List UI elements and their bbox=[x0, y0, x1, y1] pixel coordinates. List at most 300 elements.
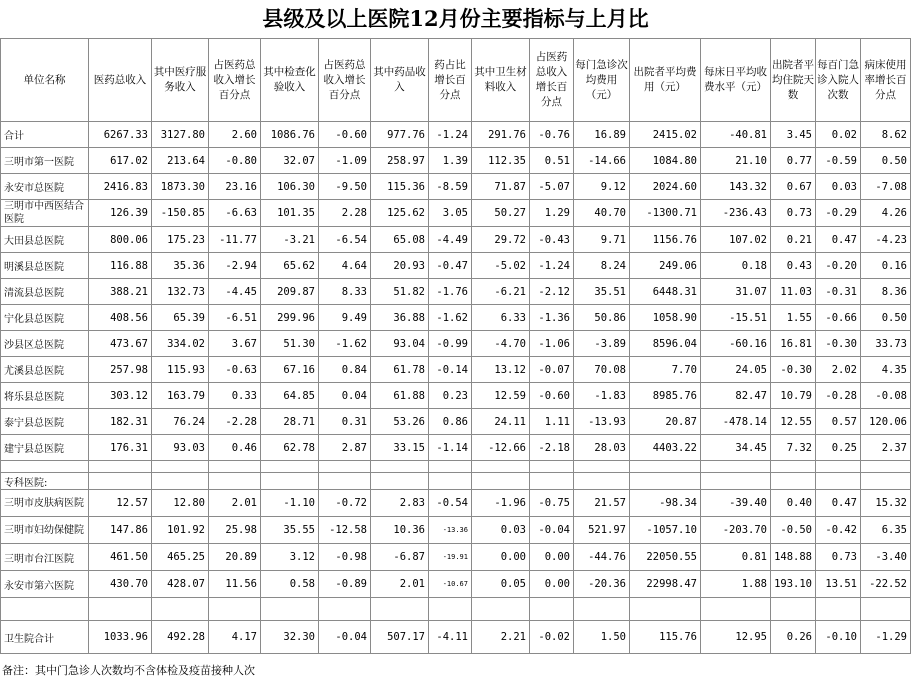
data-cell: 65.08 bbox=[371, 227, 429, 253]
data-cell: 13.12 bbox=[472, 357, 530, 383]
data-cell: 0.86 bbox=[429, 409, 472, 435]
empty-cell bbox=[472, 461, 530, 473]
data-cell: -150.85 bbox=[152, 200, 209, 227]
data-cell: 115.93 bbox=[152, 357, 209, 383]
health-center-total-row bbox=[1, 621, 911, 654]
empty-cell bbox=[816, 473, 861, 490]
data-cell: 125.62 bbox=[371, 200, 429, 227]
data-cell: -6.63 bbox=[209, 200, 261, 227]
data-cell: -0.59 bbox=[816, 148, 861, 174]
data-cell: 3.67 bbox=[209, 331, 261, 357]
empty-cell bbox=[701, 598, 771, 621]
data-cell: 40.70 bbox=[574, 200, 630, 227]
data-cell: 492.28 bbox=[152, 621, 209, 654]
data-cell: 428.07 bbox=[152, 571, 209, 598]
data-cell: 82.47 bbox=[701, 383, 771, 409]
column-header: 占医药总收入增长百分点 bbox=[319, 39, 371, 122]
empty-cell bbox=[530, 598, 574, 621]
data-cell: -1.62 bbox=[319, 331, 371, 357]
data-cell: -1.29 bbox=[861, 621, 911, 654]
data-cell: 213.64 bbox=[152, 148, 209, 174]
data-cell: 2.01 bbox=[209, 490, 261, 517]
data-cell: -14.66 bbox=[574, 148, 630, 174]
hospital-row bbox=[1, 383, 911, 409]
data-cell: 0.58 bbox=[261, 571, 319, 598]
data-cell: 0.03 bbox=[472, 517, 530, 544]
hospital-row bbox=[1, 253, 911, 279]
data-cell: 147.86 bbox=[89, 517, 152, 544]
special-hospital-row bbox=[1, 544, 911, 571]
empty-cell bbox=[1, 598, 89, 621]
data-cell: -7.08 bbox=[861, 174, 911, 200]
empty-cell bbox=[261, 461, 319, 473]
empty-cell bbox=[574, 598, 630, 621]
data-cell: 70.08 bbox=[574, 357, 630, 383]
data-cell: 9.12 bbox=[574, 174, 630, 200]
data-cell: 0.33 bbox=[209, 383, 261, 409]
data-cell: 6448.31 bbox=[630, 279, 701, 305]
data-cell: 93.04 bbox=[371, 331, 429, 357]
data-cell: -1.14 bbox=[429, 435, 472, 461]
empty-cell bbox=[371, 461, 429, 473]
data-cell: 15.32 bbox=[861, 490, 911, 517]
data-cell: 1.11 bbox=[530, 409, 574, 435]
data-cell: 0.46 bbox=[209, 435, 261, 461]
data-cell: 13.51 bbox=[816, 571, 861, 598]
data-cell: 1.55 bbox=[771, 305, 816, 331]
data-cell: -44.76 bbox=[574, 544, 630, 571]
data-cell: 0.04 bbox=[319, 383, 371, 409]
data-cell: -0.29 bbox=[816, 200, 861, 227]
data-cell: 50.27 bbox=[472, 200, 530, 227]
hospital-row bbox=[1, 174, 911, 200]
data-cell: 0.00 bbox=[472, 544, 530, 571]
data-cell: -4.11 bbox=[429, 621, 472, 654]
column-header: 药占比增长百分点 bbox=[429, 39, 472, 122]
data-cell: 0.43 bbox=[771, 253, 816, 279]
data-cell: 24.11 bbox=[472, 409, 530, 435]
data-cell: 0.57 bbox=[816, 409, 861, 435]
empty-cell bbox=[530, 461, 574, 473]
data-cell: 62.78 bbox=[261, 435, 319, 461]
section-row bbox=[1, 473, 911, 490]
empty-cell bbox=[630, 461, 701, 473]
data-cell: 299.96 bbox=[261, 305, 319, 331]
data-cell: 16.81 bbox=[771, 331, 816, 357]
data-cell: -1.83 bbox=[574, 383, 630, 409]
row-unit-name: 尤溪县总医院 bbox=[1, 357, 89, 383]
empty-cell bbox=[816, 598, 861, 621]
data-cell: -8.59 bbox=[429, 174, 472, 200]
data-cell: -1.24 bbox=[429, 122, 472, 148]
data-cell: 35.51 bbox=[574, 279, 630, 305]
data-cell: -3.89 bbox=[574, 331, 630, 357]
data-cell: 473.67 bbox=[89, 331, 152, 357]
data-cell: 3127.80 bbox=[152, 122, 209, 148]
column-header: 病床使用率增长百分点 bbox=[861, 39, 911, 122]
data-cell: -2.28 bbox=[209, 409, 261, 435]
data-cell: 507.17 bbox=[371, 621, 429, 654]
data-cell: 0.50 bbox=[861, 148, 911, 174]
data-cell: 2.28 bbox=[319, 200, 371, 227]
data-cell: 36.88 bbox=[371, 305, 429, 331]
data-cell: 258.97 bbox=[371, 148, 429, 174]
data-cell: -1300.71 bbox=[630, 200, 701, 227]
data-cell: 0.40 bbox=[771, 490, 816, 517]
empty-cell bbox=[771, 461, 816, 473]
column-header: 出院者平均费用（元） bbox=[630, 39, 701, 122]
data-cell: 16.89 bbox=[574, 122, 630, 148]
data-cell: 7.32 bbox=[771, 435, 816, 461]
data-cell: 143.32 bbox=[701, 174, 771, 200]
data-cell: 20.87 bbox=[630, 409, 701, 435]
data-cell: -0.63 bbox=[209, 357, 261, 383]
data-cell: -0.02 bbox=[530, 621, 574, 654]
data-cell: 101.92 bbox=[152, 517, 209, 544]
data-cell: 34.45 bbox=[701, 435, 771, 461]
data-cell: 23.16 bbox=[209, 174, 261, 200]
data-cell: -0.20 bbox=[816, 253, 861, 279]
data-cell: 0.05 bbox=[472, 571, 530, 598]
row-unit-name: 永安市第六医院 bbox=[1, 571, 89, 598]
row-unit-name: 将乐县总医院 bbox=[1, 383, 89, 409]
data-cell: 193.10 bbox=[771, 571, 816, 598]
empty-cell bbox=[261, 473, 319, 490]
data-cell: 148.88 bbox=[771, 544, 816, 571]
data-cell: 2415.02 bbox=[630, 122, 701, 148]
data-cell: 22998.47 bbox=[630, 571, 701, 598]
empty-cell bbox=[152, 598, 209, 621]
data-cell: 29.72 bbox=[472, 227, 530, 253]
empty-cell bbox=[861, 461, 911, 473]
data-cell: -0.30 bbox=[816, 331, 861, 357]
special-hospital-row bbox=[1, 490, 911, 517]
data-cell: -1.96 bbox=[472, 490, 530, 517]
data-cell: -13.36 bbox=[429, 517, 472, 544]
data-cell: 64.85 bbox=[261, 383, 319, 409]
empty-cell bbox=[152, 461, 209, 473]
spacer-row bbox=[1, 598, 911, 621]
data-cell: 35.55 bbox=[261, 517, 319, 544]
data-cell: 25.98 bbox=[209, 517, 261, 544]
data-cell: 1058.90 bbox=[630, 305, 701, 331]
data-cell: 93.03 bbox=[152, 435, 209, 461]
data-cell: 7.70 bbox=[630, 357, 701, 383]
data-cell: -5.07 bbox=[530, 174, 574, 200]
indicator-table bbox=[0, 38, 911, 654]
empty-cell bbox=[816, 461, 861, 473]
hospital-row bbox=[1, 331, 911, 357]
spacer-row bbox=[1, 461, 911, 473]
data-cell: -0.72 bbox=[319, 490, 371, 517]
row-unit-name: 三明市台江医院 bbox=[1, 544, 89, 571]
data-cell: -0.47 bbox=[429, 253, 472, 279]
data-cell: 0.18 bbox=[701, 253, 771, 279]
data-cell: 1.29 bbox=[530, 200, 574, 227]
sheet-title: 县级及以上医院12月份主要指标与上月比 bbox=[262, 6, 649, 31]
data-cell: 11.56 bbox=[209, 571, 261, 598]
data-cell: 3.12 bbox=[261, 544, 319, 571]
row-unit-name: 明溪县总医院 bbox=[1, 253, 89, 279]
data-cell: -1.62 bbox=[429, 305, 472, 331]
data-cell: -12.58 bbox=[319, 517, 371, 544]
data-cell: -0.98 bbox=[319, 544, 371, 571]
data-cell: 0.02 bbox=[816, 122, 861, 148]
empty-cell bbox=[319, 461, 371, 473]
data-cell: 107.02 bbox=[701, 227, 771, 253]
data-cell: 430.70 bbox=[89, 571, 152, 598]
data-cell: 0.31 bbox=[319, 409, 371, 435]
data-cell: -1.10 bbox=[261, 490, 319, 517]
hospital-row bbox=[1, 305, 911, 331]
data-cell: -0.07 bbox=[530, 357, 574, 383]
data-cell: 22050.55 bbox=[630, 544, 701, 571]
hospital-row bbox=[1, 148, 911, 174]
data-cell: 50.86 bbox=[574, 305, 630, 331]
data-cell: 126.39 bbox=[89, 200, 152, 227]
data-cell: 1.50 bbox=[574, 621, 630, 654]
data-cell: 20.89 bbox=[209, 544, 261, 571]
data-cell: 67.16 bbox=[261, 357, 319, 383]
data-cell: 2.83 bbox=[371, 490, 429, 517]
empty-cell bbox=[319, 598, 371, 621]
data-cell: 257.98 bbox=[89, 357, 152, 383]
data-cell: 303.12 bbox=[89, 383, 152, 409]
data-cell: -0.50 bbox=[771, 517, 816, 544]
data-cell: 0.00 bbox=[530, 544, 574, 571]
data-cell: -0.30 bbox=[771, 357, 816, 383]
data-cell: 408.56 bbox=[89, 305, 152, 331]
data-cell: -0.66 bbox=[816, 305, 861, 331]
data-cell: 20.93 bbox=[371, 253, 429, 279]
empty-cell bbox=[89, 598, 152, 621]
data-cell: 32.30 bbox=[261, 621, 319, 654]
data-cell: 617.02 bbox=[89, 148, 152, 174]
data-cell: -1057.10 bbox=[630, 517, 701, 544]
empty-cell bbox=[771, 598, 816, 621]
data-cell: 0.81 bbox=[701, 544, 771, 571]
data-cell: 115.76 bbox=[630, 621, 701, 654]
data-cell: -10.67 bbox=[429, 571, 472, 598]
empty-cell bbox=[371, 598, 429, 621]
data-cell: -1.76 bbox=[429, 279, 472, 305]
data-cell: 4403.22 bbox=[630, 435, 701, 461]
data-cell: 116.88 bbox=[89, 253, 152, 279]
data-cell: 2.21 bbox=[472, 621, 530, 654]
data-cell: -0.60 bbox=[319, 122, 371, 148]
data-cell: 115.36 bbox=[371, 174, 429, 200]
empty-cell bbox=[429, 598, 472, 621]
data-cell: -0.89 bbox=[319, 571, 371, 598]
data-cell: -6.87 bbox=[371, 544, 429, 571]
data-cell: -4.45 bbox=[209, 279, 261, 305]
empty-cell bbox=[1, 461, 89, 473]
data-cell: 32.07 bbox=[261, 148, 319, 174]
data-cell: 6.33 bbox=[472, 305, 530, 331]
data-cell: 76.24 bbox=[152, 409, 209, 435]
data-cell: -0.04 bbox=[319, 621, 371, 654]
row-unit-name: 三明市中西医结合医院 bbox=[1, 200, 89, 227]
data-cell: 3.05 bbox=[429, 200, 472, 227]
data-cell: 977.76 bbox=[371, 122, 429, 148]
data-cell: -1.09 bbox=[319, 148, 371, 174]
data-cell: 8.33 bbox=[319, 279, 371, 305]
data-cell: 0.25 bbox=[816, 435, 861, 461]
data-cell: -1.06 bbox=[530, 331, 574, 357]
empty-cell bbox=[319, 473, 371, 490]
data-cell: -1.24 bbox=[530, 253, 574, 279]
data-cell: 4.26 bbox=[861, 200, 911, 227]
data-cell: 0.23 bbox=[429, 383, 472, 409]
data-cell: 0.16 bbox=[861, 253, 911, 279]
data-cell: 33.15 bbox=[371, 435, 429, 461]
data-cell: 51.82 bbox=[371, 279, 429, 305]
data-cell: 8985.76 bbox=[630, 383, 701, 409]
column-header: 出院者平均住院天数 bbox=[771, 39, 816, 122]
data-cell: 12.57 bbox=[89, 490, 152, 517]
column-header: 每床日平均收费水平（元） bbox=[701, 39, 771, 122]
data-cell: -4.70 bbox=[472, 331, 530, 357]
data-cell: -6.54 bbox=[319, 227, 371, 253]
data-cell: -0.75 bbox=[530, 490, 574, 517]
data-cell: 0.47 bbox=[816, 227, 861, 253]
row-unit-name: 合计 bbox=[1, 122, 89, 148]
data-cell: 28.03 bbox=[574, 435, 630, 461]
data-cell: 3.45 bbox=[771, 122, 816, 148]
column-header: 其中药品收入 bbox=[371, 39, 429, 122]
row-unit-name: 沙县区总医院 bbox=[1, 331, 89, 357]
data-cell: 12.80 bbox=[152, 490, 209, 517]
data-cell: 11.03 bbox=[771, 279, 816, 305]
data-cell: 465.25 bbox=[152, 544, 209, 571]
row-unit-name: 三明市皮肤病医院 bbox=[1, 490, 89, 517]
data-cell: 10.79 bbox=[771, 383, 816, 409]
data-cell: 101.35 bbox=[261, 200, 319, 227]
data-cell: -0.04 bbox=[530, 517, 574, 544]
data-cell: -22.52 bbox=[861, 571, 911, 598]
data-cell: -236.43 bbox=[701, 200, 771, 227]
data-cell: -0.80 bbox=[209, 148, 261, 174]
row-unit-name: 大田县总医院 bbox=[1, 227, 89, 253]
data-cell: -12.66 bbox=[472, 435, 530, 461]
data-cell: 1.39 bbox=[429, 148, 472, 174]
empty-cell bbox=[574, 461, 630, 473]
column-header: 单位名称 bbox=[1, 39, 89, 122]
data-cell: 24.05 bbox=[701, 357, 771, 383]
empty-cell bbox=[429, 461, 472, 473]
data-cell: -0.60 bbox=[530, 383, 574, 409]
data-cell: 0.67 bbox=[771, 174, 816, 200]
data-cell: -40.81 bbox=[701, 122, 771, 148]
column-header: 每百门急诊入院人次数 bbox=[816, 39, 861, 122]
data-cell: 0.21 bbox=[771, 227, 816, 253]
empty-cell bbox=[261, 598, 319, 621]
data-cell: 2.02 bbox=[816, 357, 861, 383]
data-cell: 0.51 bbox=[530, 148, 574, 174]
column-header: 其中卫生材料收入 bbox=[472, 39, 530, 122]
data-cell: 209.87 bbox=[261, 279, 319, 305]
data-cell: 2.37 bbox=[861, 435, 911, 461]
data-cell: -3.21 bbox=[261, 227, 319, 253]
special-hospital-row bbox=[1, 571, 911, 598]
data-cell: -0.28 bbox=[816, 383, 861, 409]
row-unit-name: 清流县总医院 bbox=[1, 279, 89, 305]
data-cell: 6267.33 bbox=[89, 122, 152, 148]
column-header: 占医药总收入增长百分点 bbox=[530, 39, 574, 122]
special-hospital-row bbox=[1, 517, 911, 544]
data-cell: -0.76 bbox=[530, 122, 574, 148]
empty-cell bbox=[574, 473, 630, 490]
data-cell: 1084.80 bbox=[630, 148, 701, 174]
empty-cell bbox=[472, 473, 530, 490]
empty-cell bbox=[209, 473, 261, 490]
data-cell: -478.14 bbox=[701, 409, 771, 435]
data-cell: 21.57 bbox=[574, 490, 630, 517]
data-cell: 521.97 bbox=[574, 517, 630, 544]
data-cell: 2.01 bbox=[371, 571, 429, 598]
data-cell: -5.02 bbox=[472, 253, 530, 279]
data-cell: -11.77 bbox=[209, 227, 261, 253]
row-unit-name: 宁化县总医院 bbox=[1, 305, 89, 331]
column-header: 占医药总收入增长百分点 bbox=[209, 39, 261, 122]
data-cell: 1.88 bbox=[701, 571, 771, 598]
data-cell: 176.31 bbox=[89, 435, 152, 461]
data-cell: 4.35 bbox=[861, 357, 911, 383]
data-cell: 35.36 bbox=[152, 253, 209, 279]
row-unit-name: 三明市妇幼保健院 bbox=[1, 517, 89, 544]
data-cell: 388.21 bbox=[89, 279, 152, 305]
data-cell: 8596.04 bbox=[630, 331, 701, 357]
data-cell: 0.73 bbox=[816, 544, 861, 571]
empty-cell bbox=[89, 473, 152, 490]
empty-cell bbox=[371, 473, 429, 490]
data-cell: 1086.76 bbox=[261, 122, 319, 148]
data-cell: 12.55 bbox=[771, 409, 816, 435]
data-cell: 8.36 bbox=[861, 279, 911, 305]
data-cell: 12.95 bbox=[701, 621, 771, 654]
data-cell: 106.30 bbox=[261, 174, 319, 200]
data-cell: 8.24 bbox=[574, 253, 630, 279]
data-cell: -13.93 bbox=[574, 409, 630, 435]
data-cell: -0.54 bbox=[429, 490, 472, 517]
data-cell: -60.16 bbox=[701, 331, 771, 357]
data-cell: 61.78 bbox=[371, 357, 429, 383]
row-unit-name: 卫生院合计 bbox=[1, 621, 89, 654]
data-cell: 334.02 bbox=[152, 331, 209, 357]
data-cell: 21.10 bbox=[701, 148, 771, 174]
data-cell: 33.73 bbox=[861, 331, 911, 357]
empty-cell bbox=[209, 598, 261, 621]
data-cell: 182.31 bbox=[89, 409, 152, 435]
data-cell: -98.34 bbox=[630, 490, 701, 517]
hospital-row bbox=[1, 357, 911, 383]
footnote: 备注：其中门急诊人次数均不含体检及疫苗接种人次 bbox=[2, 664, 255, 677]
data-cell: 8.62 bbox=[861, 122, 911, 148]
data-cell: 163.79 bbox=[152, 383, 209, 409]
data-cell: 249.06 bbox=[630, 253, 701, 279]
data-cell: -6.51 bbox=[209, 305, 261, 331]
column-header: 其中医疗服务收入 bbox=[152, 39, 209, 122]
data-cell: 1156.76 bbox=[630, 227, 701, 253]
header-row bbox=[1, 39, 911, 122]
data-cell: -15.51 bbox=[701, 305, 771, 331]
empty-cell bbox=[861, 598, 911, 621]
data-cell: 9.71 bbox=[574, 227, 630, 253]
empty-cell bbox=[89, 461, 152, 473]
hospital-row bbox=[1, 409, 911, 435]
column-header: 医药总收入 bbox=[89, 39, 152, 122]
data-cell: 65.39 bbox=[152, 305, 209, 331]
